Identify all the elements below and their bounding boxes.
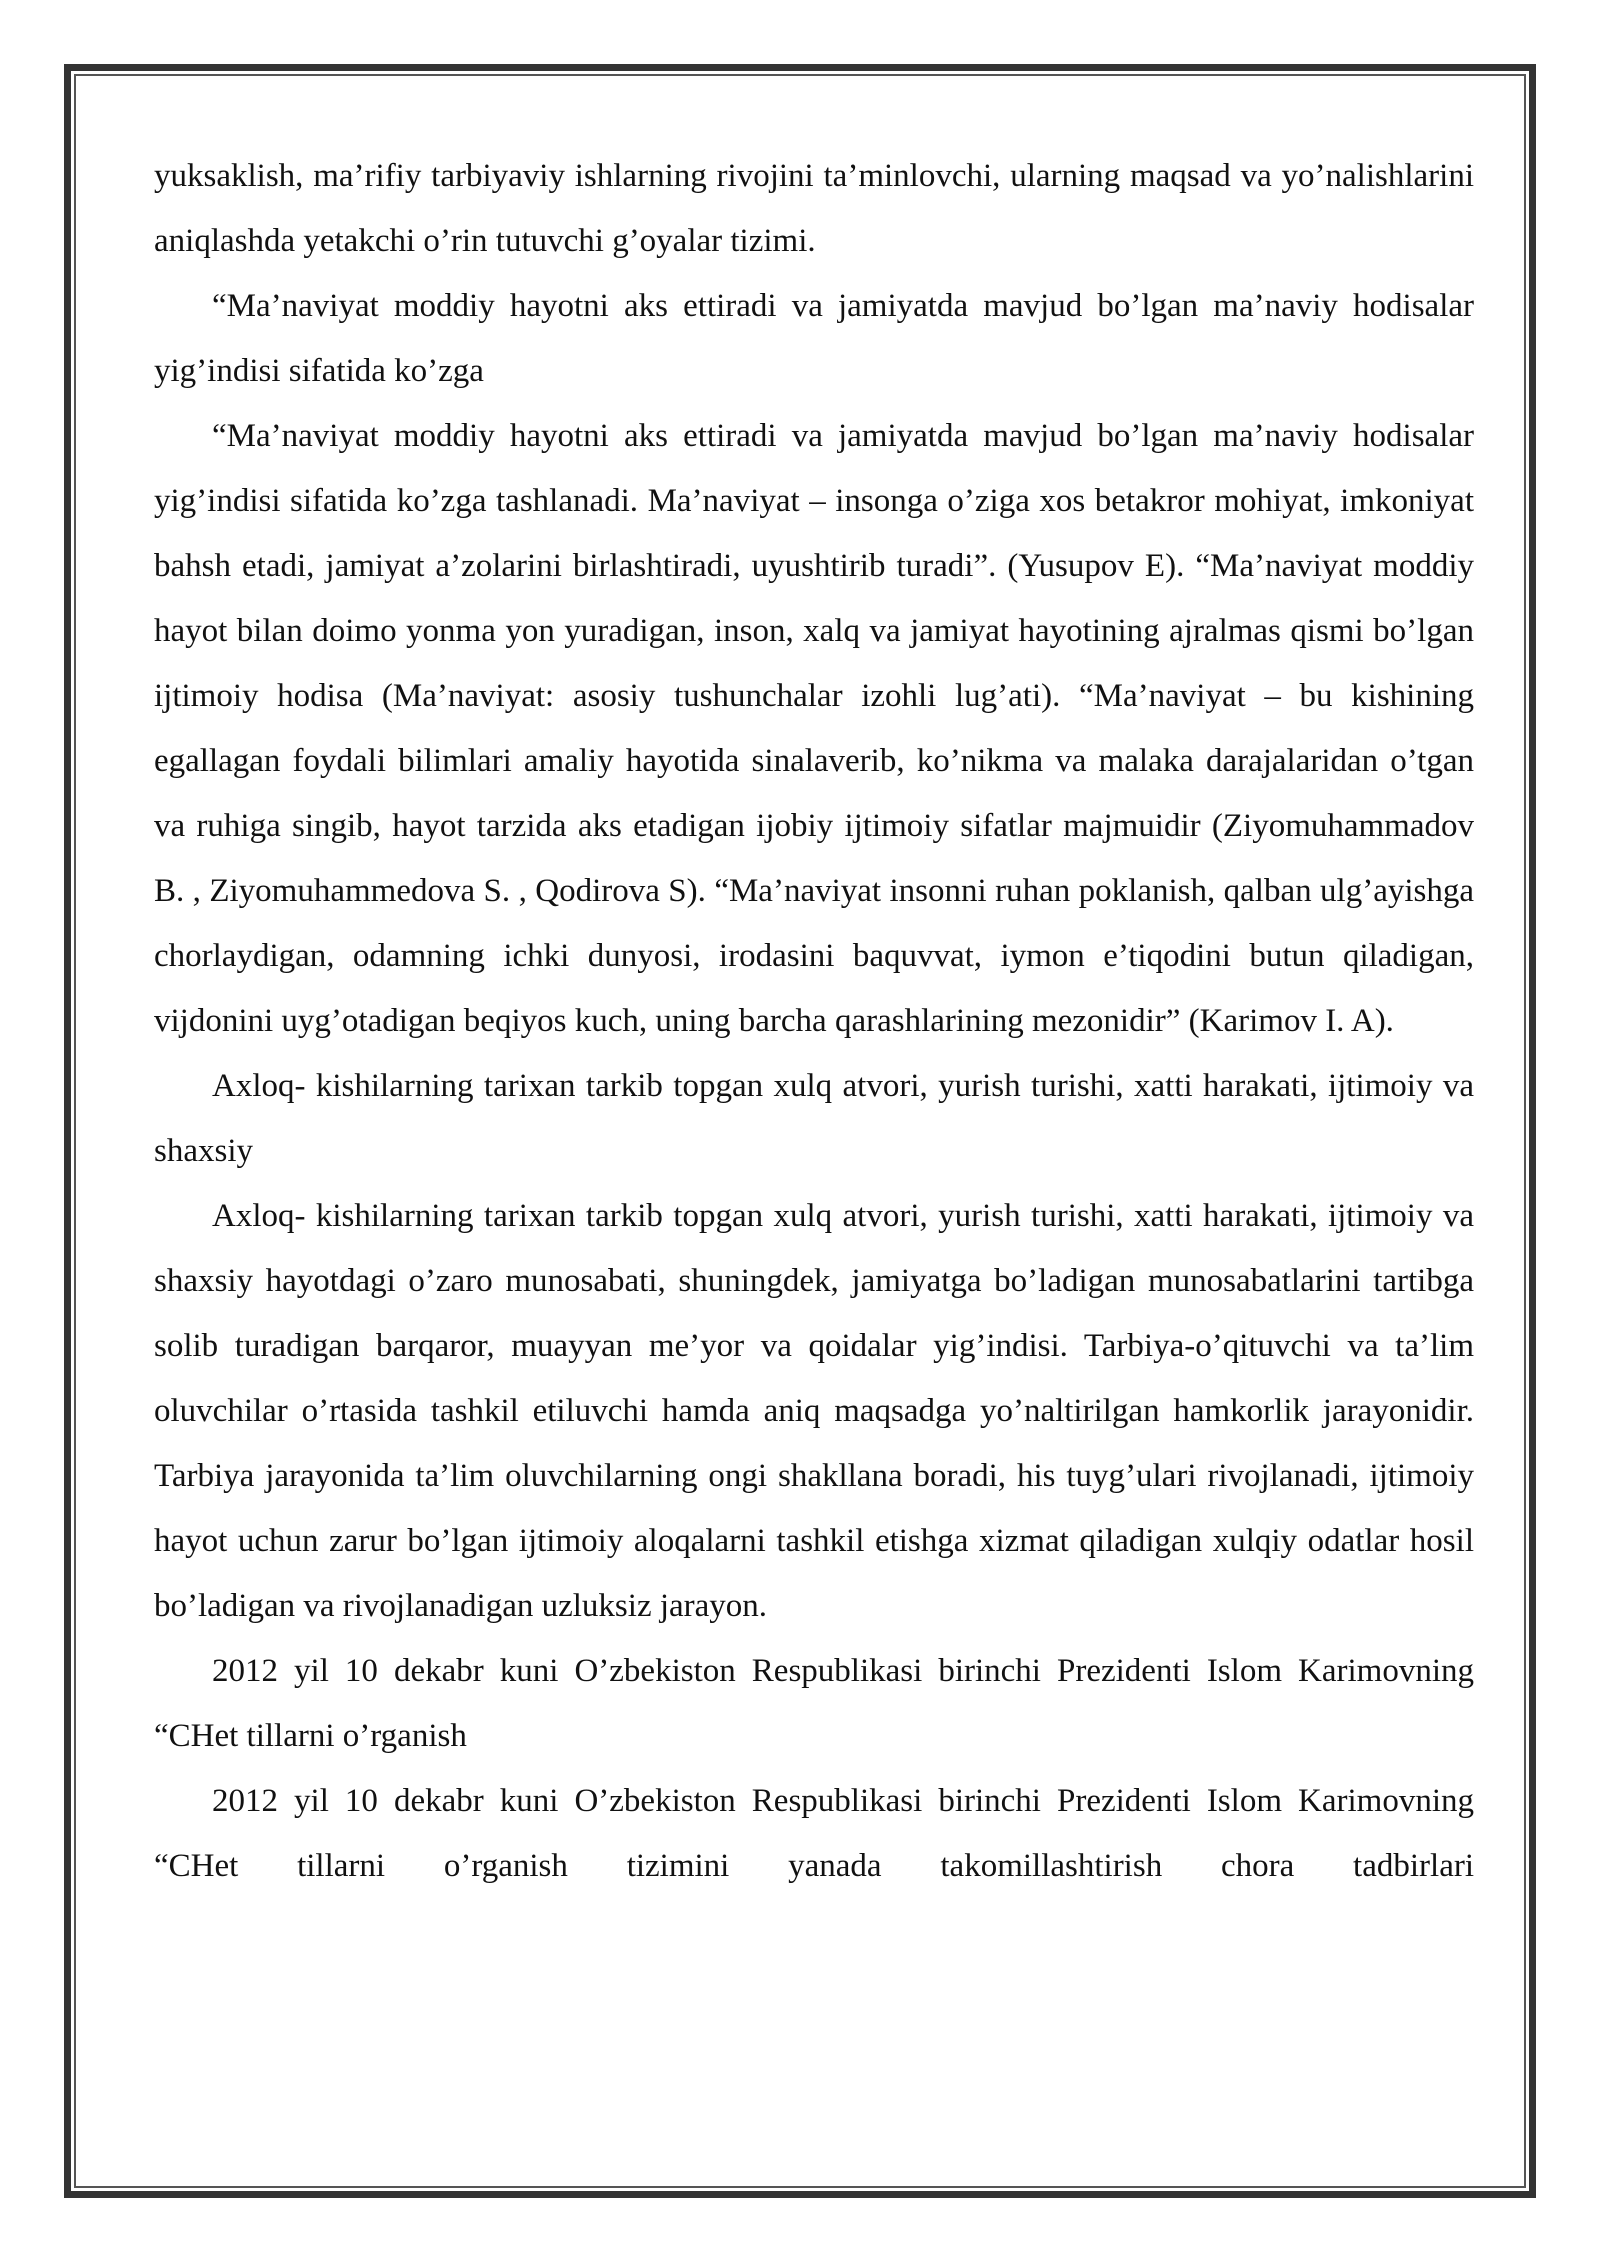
document-body: [154, 144, 1474, 1899]
paragraph-decree: 2012 yil 10 dekabr kuni O’zbekiston Respublikasi birinchi Prezidenti Islom Karimovning “CHet tillarni o’rganish tizimini yanada takomillashtirish chora tadbirlari: [154, 1783, 1474, 1884]
paragraph-manaviyat: “Ma’naviyat moddiy hayotni aks ettiradi va jamiyatda mavjud bo’lgan ma’naviy hodisalar yig’indisi sifatida ko’zga tashlanadi. Ma’naviyat – insonga o’ziga xos betakror mohiyat, imkoniyat bahsh etadi, jamiyat a’zolarini birlashtiradi, uyushtirib turadi”. (Yusupov E). “Ma’naviyat moddiy hayot bilan doimo yonma yon yuradigan, inson, xalq va jamiyat hayotining ajralmas qismi bo’lgan ijtimoiy hodisa (Ma’naviyat: asosiy tushunchalar izohli lug’ati). “Ma’naviyat – bu kishining egallagan foydali bilimlari amaliy hayotida sinalaverib, ko’nikma va malaka darajalaridan o’tgan va ruhiga singib, hayot tarzida aks etadigan ijobiy ijtimoiy sifatlar majmuidir (Ziyomuhammadov B. , Ziyomuhammedova S. , Qodirova S). “Ma’naviyat insonni ruhan poklanish, qalban ulg’ayishga chorlaydigan, odamning ichki dunyosi, irodasini baquvvat, iymon e’tiqodini butun qiladigan, vijdonini uyg’otadigan beqiyos kuch, uning barcha qarashlarining mezonidir” (Karimov I. A).: [154, 418, 1474, 1039]
paragraph-fragment: Axloq- kishilarning tarixan tarkib topgan xulq atvori, yurish turishi, xatti harakati, ijtimoiy va shaxsiy: [154, 1068, 1474, 1169]
paragraph-fragment: “Ma’naviyat moddiy hayotni aks ettiradi va jamiyatda mavjud bo’lgan ma’naviy hodisalar yig’indisi sifatida ko’zga: [154, 288, 1474, 389]
paragraph-axloq: Axloq- kishilarning tarixan tarkib topgan xulq atvori, yurish turishi, xatti harakati, ijtimoiy va shaxsiy hayotdagi o’zaro munosabati, shuningdek, jamiyatga bo’ladigan munosabatlarini tartibga solib turadigan barqaror, muayyan me’yor va qoidalar yig’indisi. Tarbiya-o’qituvchi va ta’lim oluvchilar o’rtasida tashkil etiluvchi hamda aniq maqsadga yo’naltirilgan hamkorlik jarayonidir. Tarbiya jarayonida ta’lim oluvchilarning ongi shakllana boradi, his tuyg’ulari rivojlanadi, ijtimoiy hayot uchun zarur bo’lgan ijtimoiy aloqalarni tashkil etishga xizmat qiladigan xulqiy odatlar hosil bo’ladigan va rivojlanadigan uzluksiz jarayon.: [154, 1198, 1474, 1624]
paragraph-continuation: yuksaklish, ma’rifiy tarbiyaviy ishlarning rivojini ta’minlovchi, ularning maqsad va yo’nalishlarini aniqlashda yetakchi o’rin tutuvchi g’oyalar tizimi.: [154, 158, 1474, 259]
paragraph-fragment: 2012 yil 10 dekabr kuni O’zbekiston Respublikasi birinchi Prezidenti Islom Karimovning “CHet tillarni o’rganish: [154, 1653, 1474, 1754]
